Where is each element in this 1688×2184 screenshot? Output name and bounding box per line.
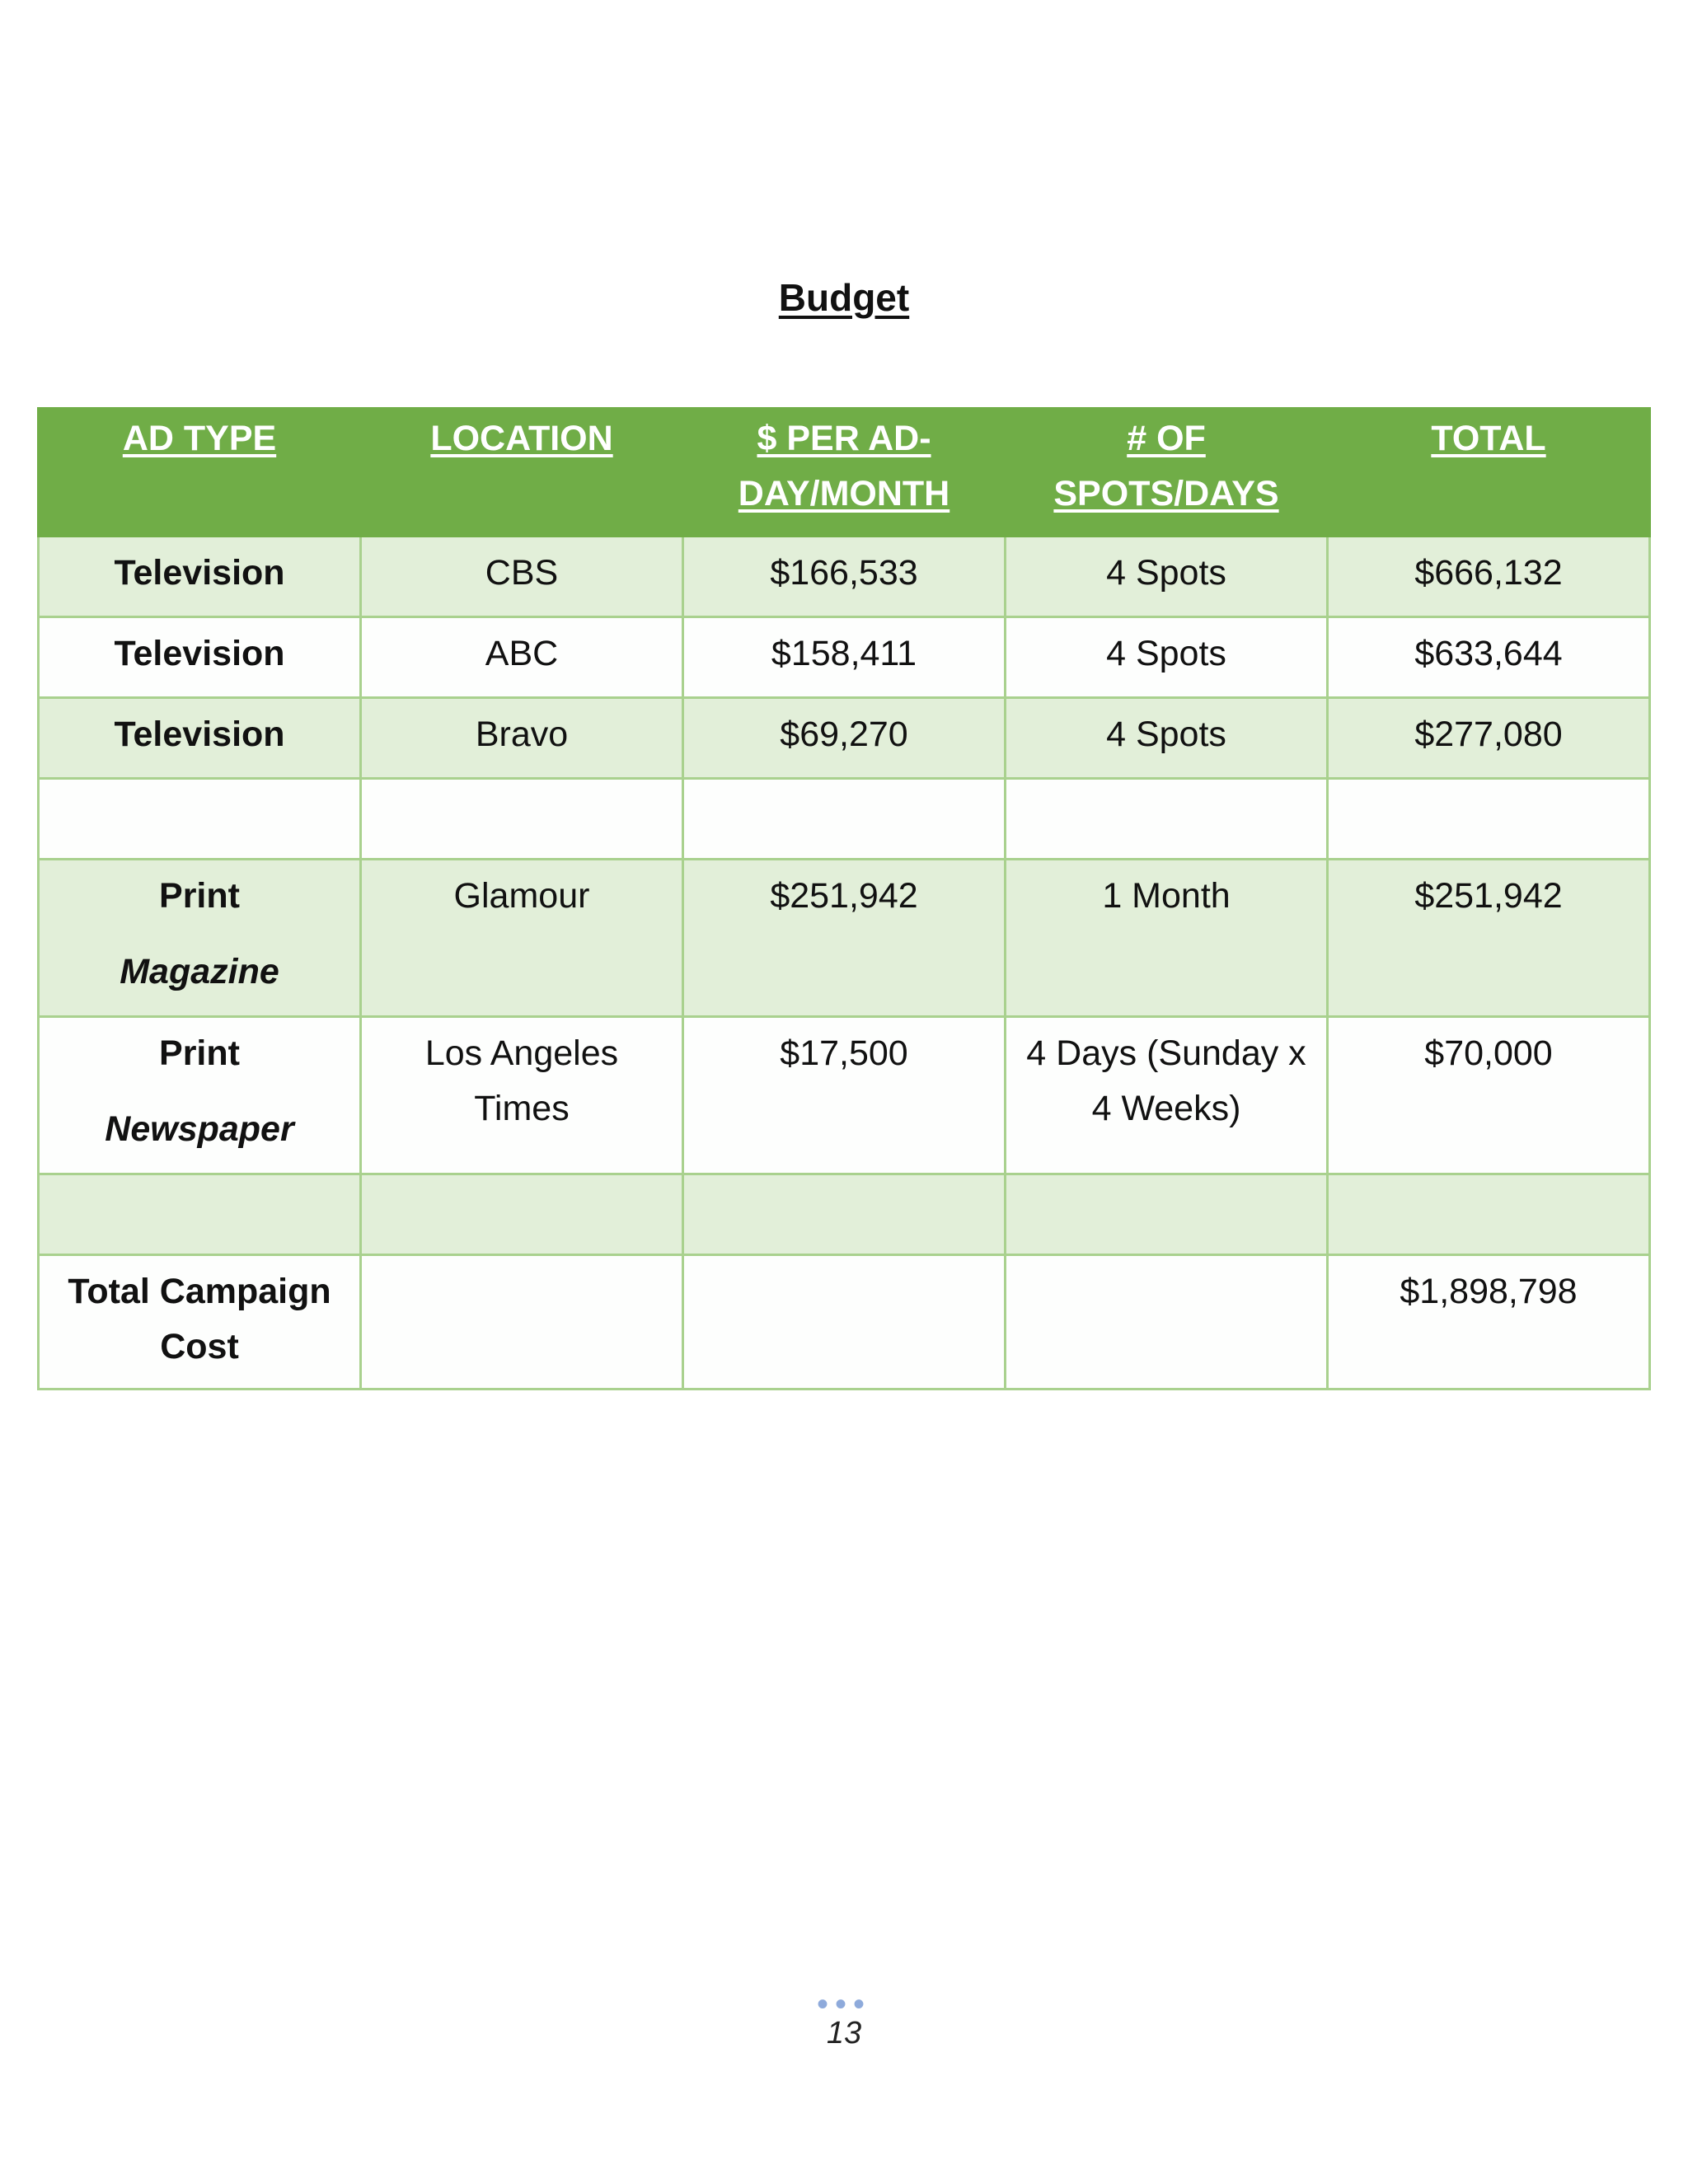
ad-type-label: Television bbox=[114, 553, 285, 593]
ad-type-label: Television bbox=[114, 715, 285, 754]
total-cell: $633,644 bbox=[1328, 617, 1650, 698]
per-ad-cell: $166,533 bbox=[683, 537, 1006, 617]
ad-type-label: Print bbox=[159, 1033, 240, 1073]
table-row-empty bbox=[39, 779, 1650, 860]
spots-cell: 4 Spots bbox=[1006, 698, 1328, 779]
header-per-ad: $ PER AD-DAY/MONTH bbox=[683, 409, 1006, 537]
header-location: LOCATION bbox=[361, 409, 683, 537]
header-total: TOTAL bbox=[1328, 409, 1650, 537]
empty-cell bbox=[361, 1174, 683, 1255]
total-cell: $251,942 bbox=[1328, 860, 1650, 1017]
empty-cell bbox=[1328, 779, 1650, 860]
per-ad-cell: $158,411 bbox=[683, 617, 1006, 698]
page-title: Budget bbox=[778, 276, 910, 319]
empty-cell bbox=[361, 779, 683, 860]
per-ad-cell: $251,942 bbox=[683, 860, 1006, 1017]
ad-type-sublabel: Newspaper bbox=[105, 1109, 294, 1149]
table-row bbox=[39, 537, 1650, 617]
empty-cell bbox=[1006, 779, 1328, 860]
per-ad-cell: $17,500 bbox=[683, 1017, 1006, 1174]
ad-type-label: Print bbox=[159, 876, 240, 916]
empty-cell bbox=[39, 779, 361, 860]
spots-cell: 4 Days (Sunday x 4 Weeks) bbox=[1006, 1017, 1328, 1174]
footer-dots-icon: ••• bbox=[816, 1986, 871, 2022]
table-row bbox=[39, 860, 1650, 1017]
empty-cell bbox=[39, 1174, 361, 1255]
spots-cell: 4 Spots bbox=[1006, 537, 1328, 617]
spots-cell: 4 Spots bbox=[1006, 617, 1328, 698]
spots-cell: 1 Month bbox=[1006, 860, 1328, 1017]
total-cell: $666,132 bbox=[1328, 537, 1650, 617]
page-footer bbox=[0, 1986, 1688, 2052]
empty-cell bbox=[1006, 1174, 1328, 1255]
table-row bbox=[39, 698, 1650, 779]
total-cell: $277,080 bbox=[1328, 698, 1650, 779]
location-cell: CBS bbox=[361, 537, 683, 617]
total-cell: $70,000 bbox=[1328, 1017, 1650, 1174]
table-row bbox=[39, 1017, 1650, 1174]
ad-type-cell bbox=[39, 698, 361, 779]
ad-type-label: Television bbox=[114, 634, 285, 673]
table-row-empty bbox=[39, 1174, 1650, 1255]
empty-cell bbox=[683, 779, 1006, 860]
ad-type-cell bbox=[39, 537, 361, 617]
total-label-cell bbox=[39, 1255, 361, 1390]
empty-cell bbox=[683, 1174, 1006, 1255]
ad-type-sublabel: Magazine bbox=[120, 952, 279, 991]
location-cell: Bravo bbox=[361, 698, 683, 779]
empty-cell bbox=[361, 1255, 683, 1390]
total-label: Total Campaign Cost bbox=[68, 1272, 331, 1366]
location-cell: Los Angeles Times bbox=[361, 1017, 683, 1174]
grand-total-cell: $1,898,798 bbox=[1328, 1255, 1650, 1390]
header-ad-type: AD TYPE bbox=[39, 409, 361, 537]
empty-cell bbox=[1006, 1255, 1328, 1390]
budget-table bbox=[37, 407, 1651, 1390]
ad-type-cell bbox=[39, 617, 361, 698]
empty-cell bbox=[683, 1255, 1006, 1390]
table-row-total bbox=[39, 1255, 1650, 1390]
table-header-row bbox=[39, 409, 1650, 537]
per-ad-cell: $69,270 bbox=[683, 698, 1006, 779]
table-row bbox=[39, 617, 1650, 698]
page-number: 13 bbox=[826, 2016, 862, 2050]
empty-cell bbox=[1328, 1174, 1650, 1255]
location-cell: ABC bbox=[361, 617, 683, 698]
header-spots: # OF SPOTS/DAYS bbox=[1006, 409, 1328, 537]
location-cell: Glamour bbox=[361, 860, 683, 1017]
ad-type-cell bbox=[39, 860, 361, 1017]
ad-type-cell bbox=[39, 1017, 361, 1174]
